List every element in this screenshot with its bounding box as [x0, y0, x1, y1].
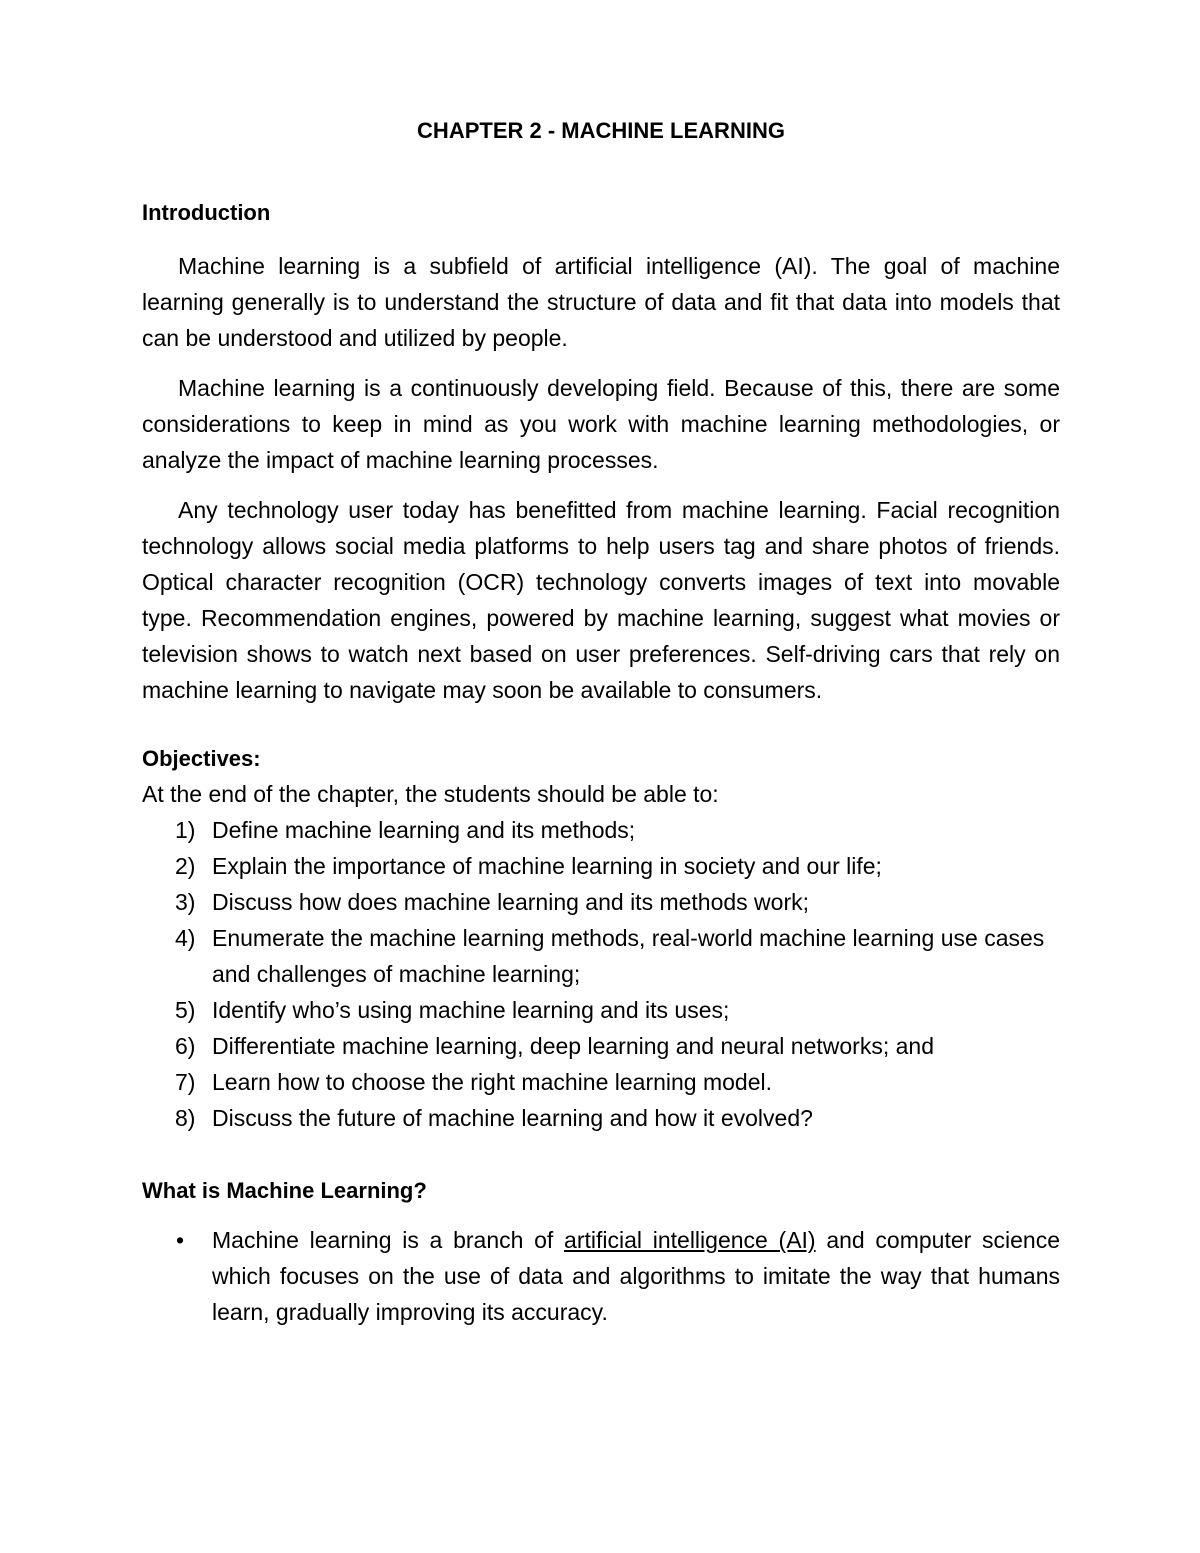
objective-item [142, 884, 1060, 920]
ai-link[interactable]: artificial intelligence (AI) [564, 1227, 816, 1253]
objectives-list [142, 812, 1060, 1136]
bullet-text-end: and computer science which focuses on the use of data and algorithms to imitate the way that humans learn, gradually improving its accuracy. [212, 1227, 1061, 1325]
objective-number: 5) [175, 997, 196, 1023]
objective-number: 8) [175, 1105, 196, 1131]
list-item [142, 1222, 1060, 1330]
bullet-text-start: Machine learning is a branch of [212, 1227, 565, 1253]
objective-item [142, 848, 1060, 884]
what-is-ml-heading: What is Machine Learning? [142, 1178, 427, 1203]
objective-item [142, 992, 1060, 1028]
objective-item [142, 812, 1060, 848]
objective-text: Identify who’s using machine learning and its uses; [212, 997, 730, 1023]
intro-paragraph-1: Machine learning is a subfield of artificial intelligence (AI). The goal of machine learning generally is to understand the structure of data and fit that data into models that can be understood and utilized by people. [142, 253, 1060, 351]
objective-item [142, 1028, 1060, 1064]
objective-text: Differentiate machine learning, deep learning and neural networks; and [212, 1033, 934, 1059]
objective-number: 3) [175, 889, 196, 915]
objective-text: Discuss how does machine learning and its methods work; [212, 889, 810, 915]
objective-number: 7) [175, 1069, 196, 1095]
objective-number: 6) [175, 1033, 196, 1059]
objectives-heading: Objectives: [142, 746, 261, 771]
objective-text: Learn how to choose the right machine learning model. [212, 1069, 773, 1095]
intro-paragraph-3: Any technology user today has benefitted from machine learning. Facial recognition technology allows social media platforms to help users tag and share photos of friends. Optical character recognition (OCR) technology converts images of text into movable type. Recommendation engines, powered by machine learning, suggest what movies or television shows to watch next based on user preferences. Self-driving cars that rely on machine learning to navigate may soon be available to consumers. [142, 497, 1060, 703]
objective-text: Define machine learning and its methods; [212, 817, 636, 843]
objective-text: Explain the importance of machine learning in society and our life; [212, 853, 882, 879]
objective-item [142, 1100, 1060, 1136]
objective-item [142, 920, 1060, 992]
document-body [142, 114, 1060, 1330]
what-is-ml-list [142, 1222, 1060, 1330]
objective-text: Enumerate the machine learning methods, real-world machine learning use cases and challenges of machine learning; [212, 925, 1045, 987]
chapter-title: CHAPTER 2 - MACHINE LEARNING [417, 118, 785, 143]
objectives-lead: At the end of the chapter, the students should be able to: [142, 781, 719, 807]
objective-text: Discuss the future of machine learning and how it evolved? [212, 1105, 813, 1131]
intro-paragraph-2: Machine learning is a continuously developing field. Because of this, there are some considerations to keep in mind as you work with machine learning methodologies, or analyze the impact of machine learning processes. [142, 375, 1060, 473]
bullet-icon: • [176, 1227, 185, 1253]
objective-number: 1) [175, 817, 196, 843]
introduction-heading: Introduction [142, 200, 271, 225]
objective-item [142, 1064, 1060, 1100]
objective-number: 2) [175, 853, 196, 879]
objective-number: 4) [175, 925, 196, 951]
